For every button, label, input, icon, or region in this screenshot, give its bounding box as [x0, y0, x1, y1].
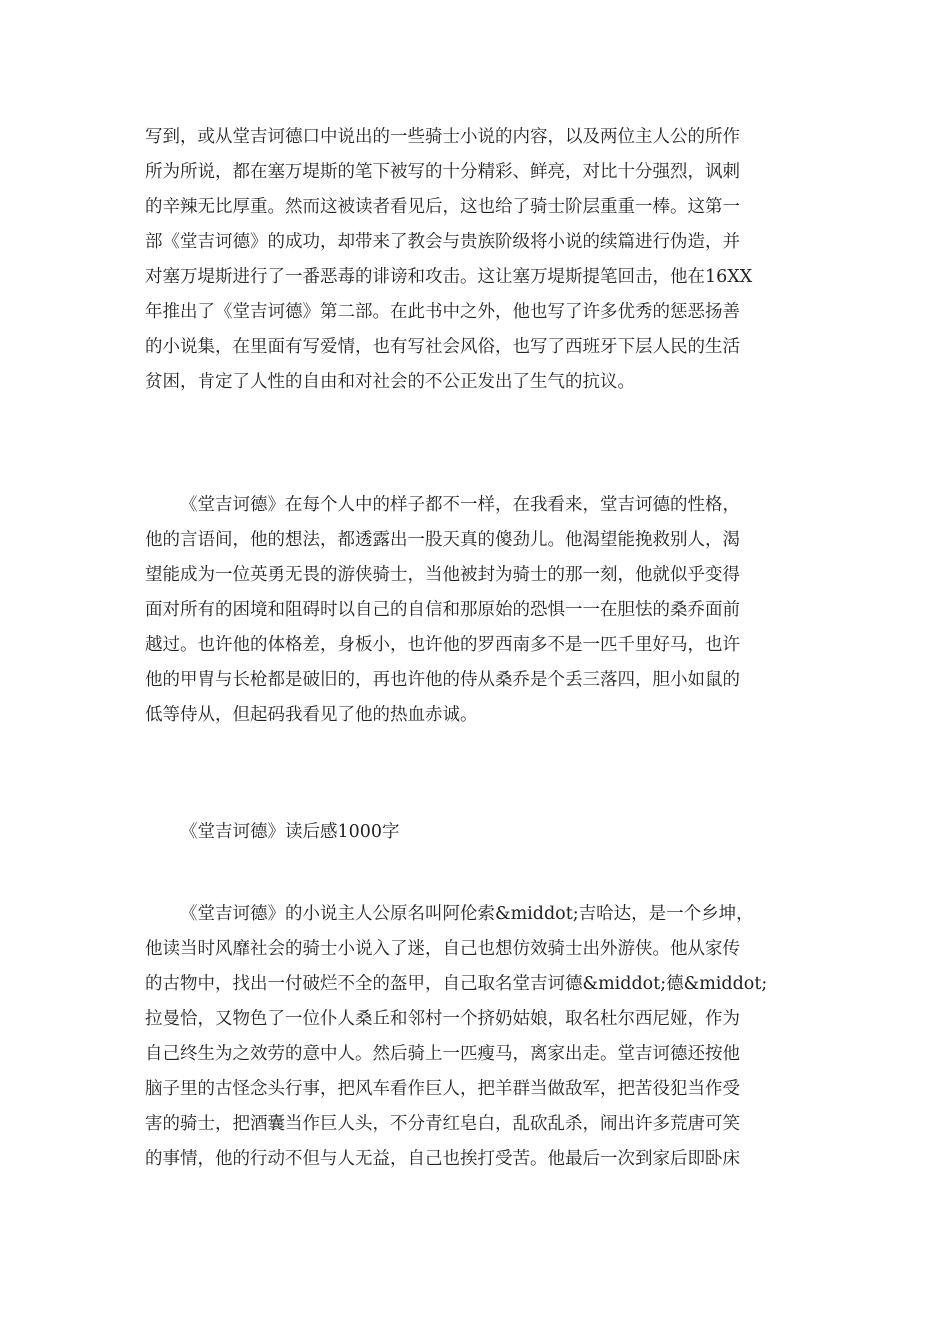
paragraph-line: 望能成为一位英勇无畏的游侠骑士，当他被封为骑士的那一刻，他就似乎变得 [145, 565, 740, 585]
paragraph-3 [145, 897, 805, 1177]
paragraph-line: 他读当时风靡社会的骑士小说入了迷，自己也想仿效骑士出外游侠。他从家传 [145, 939, 740, 959]
paragraph-line: 他的甲胄与长枪都是破旧的，再也许他的侍从桑乔是个丢三落四，胆小如鼠的 [145, 670, 740, 690]
paragraph-line: 低等侍从，但起码我看见了他的热血赤诚。 [145, 705, 478, 725]
paragraph-line: 所为所说，都在塞万堤斯的笔下被写的十分精彩、鲜亮，对比十分强烈，讽刺 [145, 162, 740, 182]
section-heading [145, 815, 805, 850]
paragraph-line: 越过。也许他的体格差，身板小，也许他的罗西南多不是一匹千里好马，也许 [145, 635, 740, 655]
paragraph-line: 拉曼恰，又物色了一位仆人桑丘和邻村一个挤奶姑娘，取名杜尔西尼娅，作为 [145, 1009, 740, 1029]
paragraph-line: 的古物中，找出一付破烂不全的盔甲，自己取名堂吉诃德&middot;德&middot; [145, 974, 768, 994]
paragraph-line: 面对所有的困境和阻碍时以自己的自信和那原始的恐惧一一在胆怯的桑乔面前 [145, 600, 740, 620]
paragraph-2 [145, 488, 805, 733]
paragraph-line: 部《堂吉诃德》的成功，却带来了教会与贵族阶级将小说的续篇进行伪造，并 [145, 232, 740, 252]
paragraph-line: 自己终生为之效劳的意中人。然后骑上一匹瘦马，离家出走。堂吉诃德还按他 [145, 1044, 740, 1064]
paragraph-line: 的辛辣无比厚重。然而这被读者看见后，这也给了骑士阶层重重一棒。这第一 [145, 197, 740, 217]
paragraph-line: 脑子里的古怪念头行事，把风车看作巨人，把羊群当做敌军，把苦役犯当作受 [145, 1079, 740, 1099]
paragraph-1 [145, 120, 805, 400]
paragraph-line: 贫困，肯定了人性的自由和对社会的不公正发出了生气的抗议。 [145, 372, 635, 392]
paragraph-line: 的小说集，在里面有写爱情，也有写社会风俗，也写了西班牙下层人民的生活 [145, 337, 740, 357]
paragraph-line: 的事情，他的行动不但与人无益，自己也挨打受苦。他最后一次到家后即卧床 [145, 1149, 740, 1169]
paragraph-line: 《堂吉诃德》的小说主人公原名叫阿伦索&middot;吉哈达，是一个乡坤， [180, 904, 754, 924]
paragraph-line: 对塞万堤斯进行了一番恶毒的诽谤和攻击。这让塞万堤斯提笔回击，他在16XX [145, 267, 753, 287]
paragraph-line: 写到，或从堂吉诃德口中说出的一些骑士小说的内容，以及两位主人公的所作 [145, 127, 740, 147]
paragraph-line: 《堂吉诃德》在每个人中的样子都不一样，在我看来，堂吉诃德的性格， [180, 495, 740, 515]
paragraph-line: 年推出了《堂吉诃德》第二部。在此书中之外，他也写了许多优秀的惩恶扬善 [145, 302, 740, 322]
section-heading-text: 《堂吉诃德》读后感1000字 [180, 822, 400, 842]
paragraph-line: 他的言语间，他的想法，都透露出一股天真的傻劲儿。他渴望能挽救别人，渴 [145, 530, 740, 550]
paragraph-line: 害的骑士，把酒囊当作巨人头，不分青红皂白，乱砍乱杀，闹出许多荒唐可笑 [145, 1114, 740, 1134]
